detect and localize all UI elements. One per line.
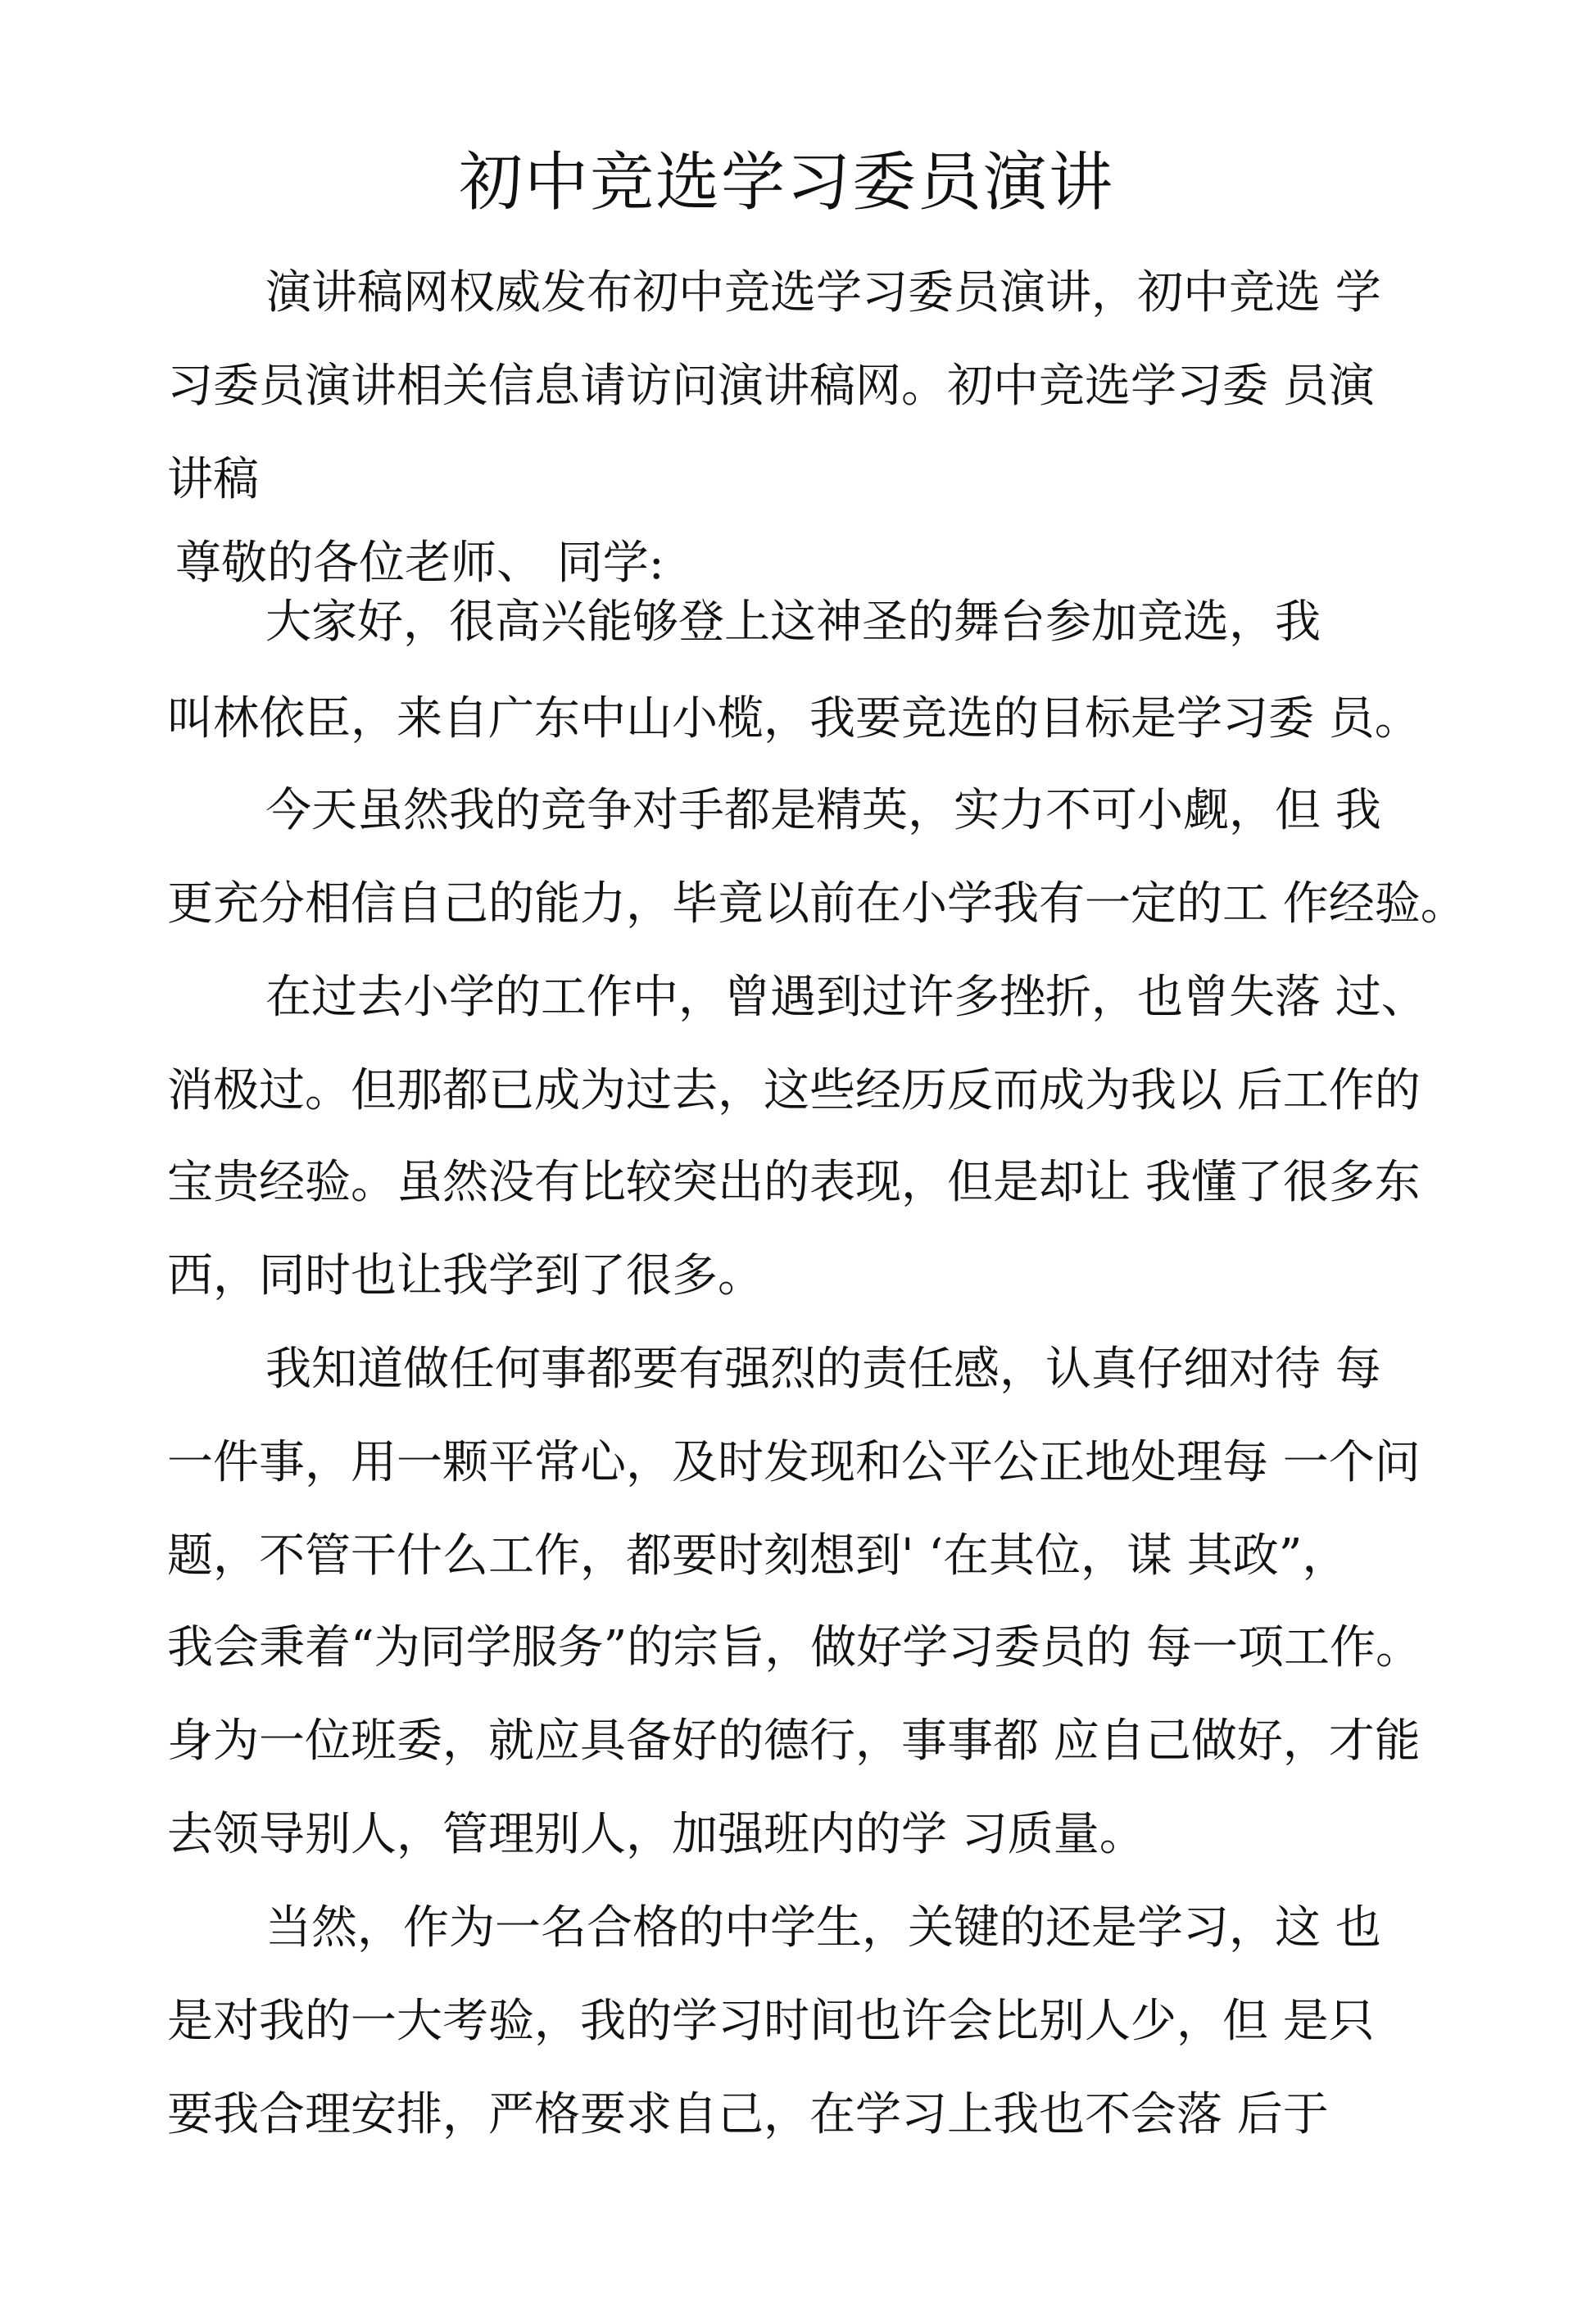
text-line: 当然，作为一名合格的中学生，关键的还是学习，这 也 <box>265 1901 1381 1955</box>
document-title: 初中竞选学习委员演讲 <box>458 146 1114 220</box>
text-line: 大家好，很高兴能够登上这神圣的舞台参加竞选，我 <box>265 596 1321 649</box>
text-line: 在过去小学的工作中，曾遇到过许多挫折，也曾失落 过、 <box>265 971 1427 1024</box>
text-line: 叫林依臣，来自广东中山小榄，我要竞选的目标是学习委 员。 <box>167 692 1421 745</box>
text-line: 题，不管干什么工作，都要时刻想到' ‘在其位，谋 其政”， <box>167 1529 1349 1583</box>
text-line: 今天虽然我的竞争对手都是精英，实力不可小觑，但 我 <box>265 784 1381 837</box>
text-line: 身为一位班委，就应具备好的德行，事事都 应自己做好，才能 <box>167 1715 1421 1768</box>
text-line: 西，同时也让我学到了很多。 <box>167 1249 764 1302</box>
text-line: 一件事，用一颗平常心，及时发现和公平公正地处理每 一个问 <box>167 1436 1421 1489</box>
text-line: 我知道做任何事都要有强烈的责任感，认真仔细对待 每 <box>265 1343 1381 1396</box>
text-line: 要我合理安排，严格要求自己，在学习上我也不会落 后于 <box>167 2088 1329 2141</box>
text-line: 更充分相信自己的能力，毕竟以前在小学我有一定的工 作经验。 <box>167 877 1466 931</box>
text-line: 演讲稿网权威发布初中竞选学习委员演讲，初中竞选 学 <box>265 266 1381 319</box>
text-line: 消极过。但那都已成为过去，这些经历反而成为我以 后工作的 <box>167 1064 1421 1117</box>
text-line: 讲稿 <box>167 453 259 506</box>
text-line: 宝贵经验。虽然没有比较突出的表现，但是却让 我懂了很多东 <box>167 1156 1421 1209</box>
text-line: 去领导别人，管理别人，加强班内的学 习质量。 <box>167 1808 1145 1861</box>
salutation-line: 尊敬的各位老师、 同学: <box>175 537 664 590</box>
text-line: 我会秉着“为同学服务”的宗旨，做好学习委员的 每一项工作。 <box>167 1621 1422 1674</box>
text-line: 习委员演讲相关信息请访问演讲稿网。初中竞选学习委 员演 <box>167 360 1375 413</box>
text-line: 是对我的一大考验，我的学习时间也许会比别人少，但 是只 <box>167 1995 1375 2048</box>
